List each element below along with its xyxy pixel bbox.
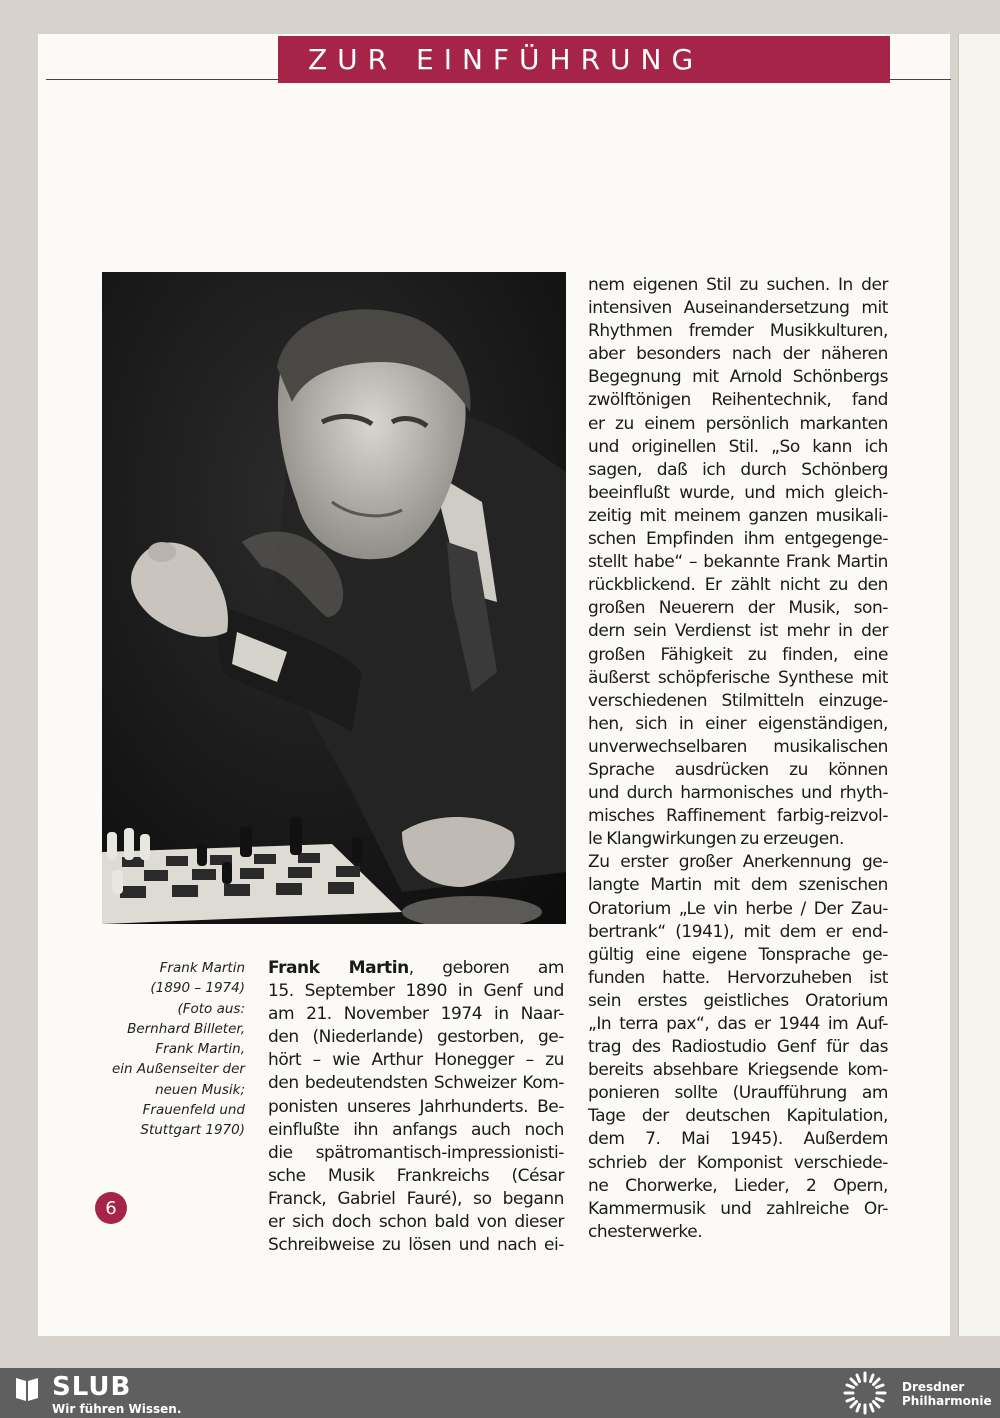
caption-line: Frauenfeld und — [142, 1102, 245, 1119]
caption-line: (1890 – 1974) — [150, 980, 245, 997]
section-header — [278, 36, 890, 83]
text-line: trag des Radiostudio Genf für das — [588, 1037, 888, 1058]
text-line: Franck, Gabriel Fauré), so begann — [268, 1188, 564, 1209]
text-line: beeinflußt wurde, und mich gleich- — [588, 482, 888, 503]
text-line: intensiven Auseinandersetzung mit — [588, 298, 888, 319]
adjacent-page-edge — [958, 34, 1000, 1336]
photo-frank-martin-chess — [102, 272, 566, 924]
text-line: stellt habe“ – bekannte Frank Martin — [588, 552, 888, 573]
photo-caption — [100, 958, 245, 1141]
philharmonie-name[interactable] — [902, 1380, 992, 1408]
caption-line: ein Außenseiter der — [111, 1061, 245, 1078]
text-line: nem eigenen Stil zu suchen. In der — [588, 275, 888, 295]
philharmonie-name-line2: Philharmonie — [902, 1394, 992, 1408]
text-line: bereits absehbare Kriegsende kom- — [588, 1060, 888, 1081]
text-line: Sprache ausdrücken zu können — [588, 759, 888, 780]
text-line: schrieb der Komponist verschiede- — [588, 1152, 888, 1173]
text-line — [268, 957, 564, 980]
text-line: sche Musik Frankreichs (César — [268, 1165, 564, 1186]
text-line: großen Fähigkeit zu finden, eine — [588, 644, 888, 665]
body-column-left — [268, 957, 564, 1257]
text-line: ponisten unseres Jahrhunderts. Be- — [268, 1096, 564, 1117]
text-line: Oratorium „Le vin herbe / Der Zau- — [588, 898, 888, 919]
body-column-right — [588, 274, 888, 1244]
text-line: Schreibweise zu lösen und nach ei- — [268, 1235, 564, 1256]
text-line: zwölftönigen Reihentechnik, fand — [588, 390, 888, 411]
text-line: den bedeutendsten Schweizer Kom- — [268, 1073, 564, 1094]
text-line: ponieren sollte (Uraufführung am — [588, 1083, 888, 1104]
text-line: hen, sich in einer eigenständigen, — [588, 713, 888, 734]
text-line: dem 7. Mai 1945). Außerdem — [588, 1129, 888, 1150]
text-line: gültig eine eigene Tonsprache ge- — [588, 944, 888, 965]
footer-bar — [0, 1368, 1000, 1418]
text-line: sagen, daß ich durch Schönberg — [588, 459, 888, 480]
text-line: Rhythmen fremder Musikkulturen, — [588, 321, 888, 342]
text-line: rückblickend. Er zählt nicht zu den — [588, 575, 888, 596]
philharmonie-logo-icon[interactable] — [842, 1370, 888, 1416]
text-line: Tage der deutschen Kapitulation, — [588, 1106, 888, 1127]
text-line: äußerst schöpferische Synthese mit — [588, 667, 888, 688]
caption-line: Bernhard Billeter, — [127, 1020, 245, 1037]
slub-name[interactable]: SLUB — [52, 1372, 132, 1402]
text-line: funden hatte. Hervorzuheben ist — [588, 967, 888, 988]
text-line: zeitig mit meinem ganzen musikali- — [588, 505, 888, 526]
section-title: ZUR EINFÜHRUNG — [308, 43, 704, 76]
text-line: Kammermusik und zahlreiche Or- — [588, 1198, 888, 1219]
caption-line: neuen Musik; — [155, 1081, 245, 1098]
composer-name: Frank Martin — [268, 958, 409, 978]
caption-line: Frank Martin, — [155, 1041, 245, 1058]
text-line: den (Niederlande) gestorben, ge- — [268, 1027, 564, 1048]
text-line: sein erstes geistliches Oratorium — [588, 990, 888, 1011]
text-line: „In terra pax“, das er 1944 im Auf- — [588, 1014, 888, 1034]
text-line: misches Raffinement farbig-reizvol- — [588, 806, 888, 827]
text-line: am 21. November 1974 in Naar- — [268, 1004, 564, 1025]
page-number-badge — [95, 1192, 127, 1224]
text-line: le Klangwirkungen zu erzeugen. — [588, 829, 844, 850]
text-line: 15. September 1890 in Genf und — [268, 981, 564, 1002]
page-number: 6 — [105, 1197, 117, 1219]
text-line: langte Martin mit dem szenischen — [588, 875, 888, 896]
text-line: hört – wie Arthur Honegger – zu — [268, 1050, 564, 1071]
text-line: Begegnung mit Arnold Schönbergs — [588, 367, 888, 388]
text-line: Zu erster großer Anerkennung ge- — [588, 852, 888, 873]
philharmonie-name-line1: Dresdner — [902, 1380, 965, 1394]
text-line: großen Neuerern der Musik, son- — [588, 598, 888, 619]
text-line: chesterwerke. — [588, 1221, 703, 1242]
text-line: ne Chorwerke, Lieder, 2 Opern, — [588, 1175, 888, 1196]
caption-line: Stuttgart 1970) — [140, 1122, 245, 1139]
slub-logo-icon[interactable] — [12, 1374, 42, 1404]
text-line: die spätromantisch-impressionisti- — [268, 1142, 564, 1163]
text-line: schen Empfinden ihm entgegenge- — [588, 529, 888, 550]
text-line: er zu einem persönlich markanten — [588, 413, 888, 434]
text-line: und originellen Stil. „So kann ich — [588, 436, 888, 457]
text-line: er sich doch schon bald von dieser — [268, 1212, 564, 1233]
text-line: bertrank“ (1941), mit dem er end- — [588, 921, 888, 942]
caption-line: (Foto aus: — [177, 1000, 245, 1017]
text-line: und durch harmonisches und rhyth- — [588, 783, 888, 804]
text-line: verschiedenen Stilmitteln einzuge- — [588, 690, 888, 711]
text-line: unverwechselbaren musikalischen — [588, 736, 888, 757]
slub-tagline: Wir führen Wissen. — [52, 1402, 182, 1416]
text-line: dern sein Verdienst ist mehr in der — [588, 621, 888, 642]
caption-line: Frank Martin — [159, 960, 245, 976]
text-line: aber besonders nach der näheren — [588, 344, 888, 365]
text-line-rest: , geboren am — [408, 958, 564, 978]
text-line: einflußte ihn anfangs auch noch — [268, 1119, 564, 1140]
